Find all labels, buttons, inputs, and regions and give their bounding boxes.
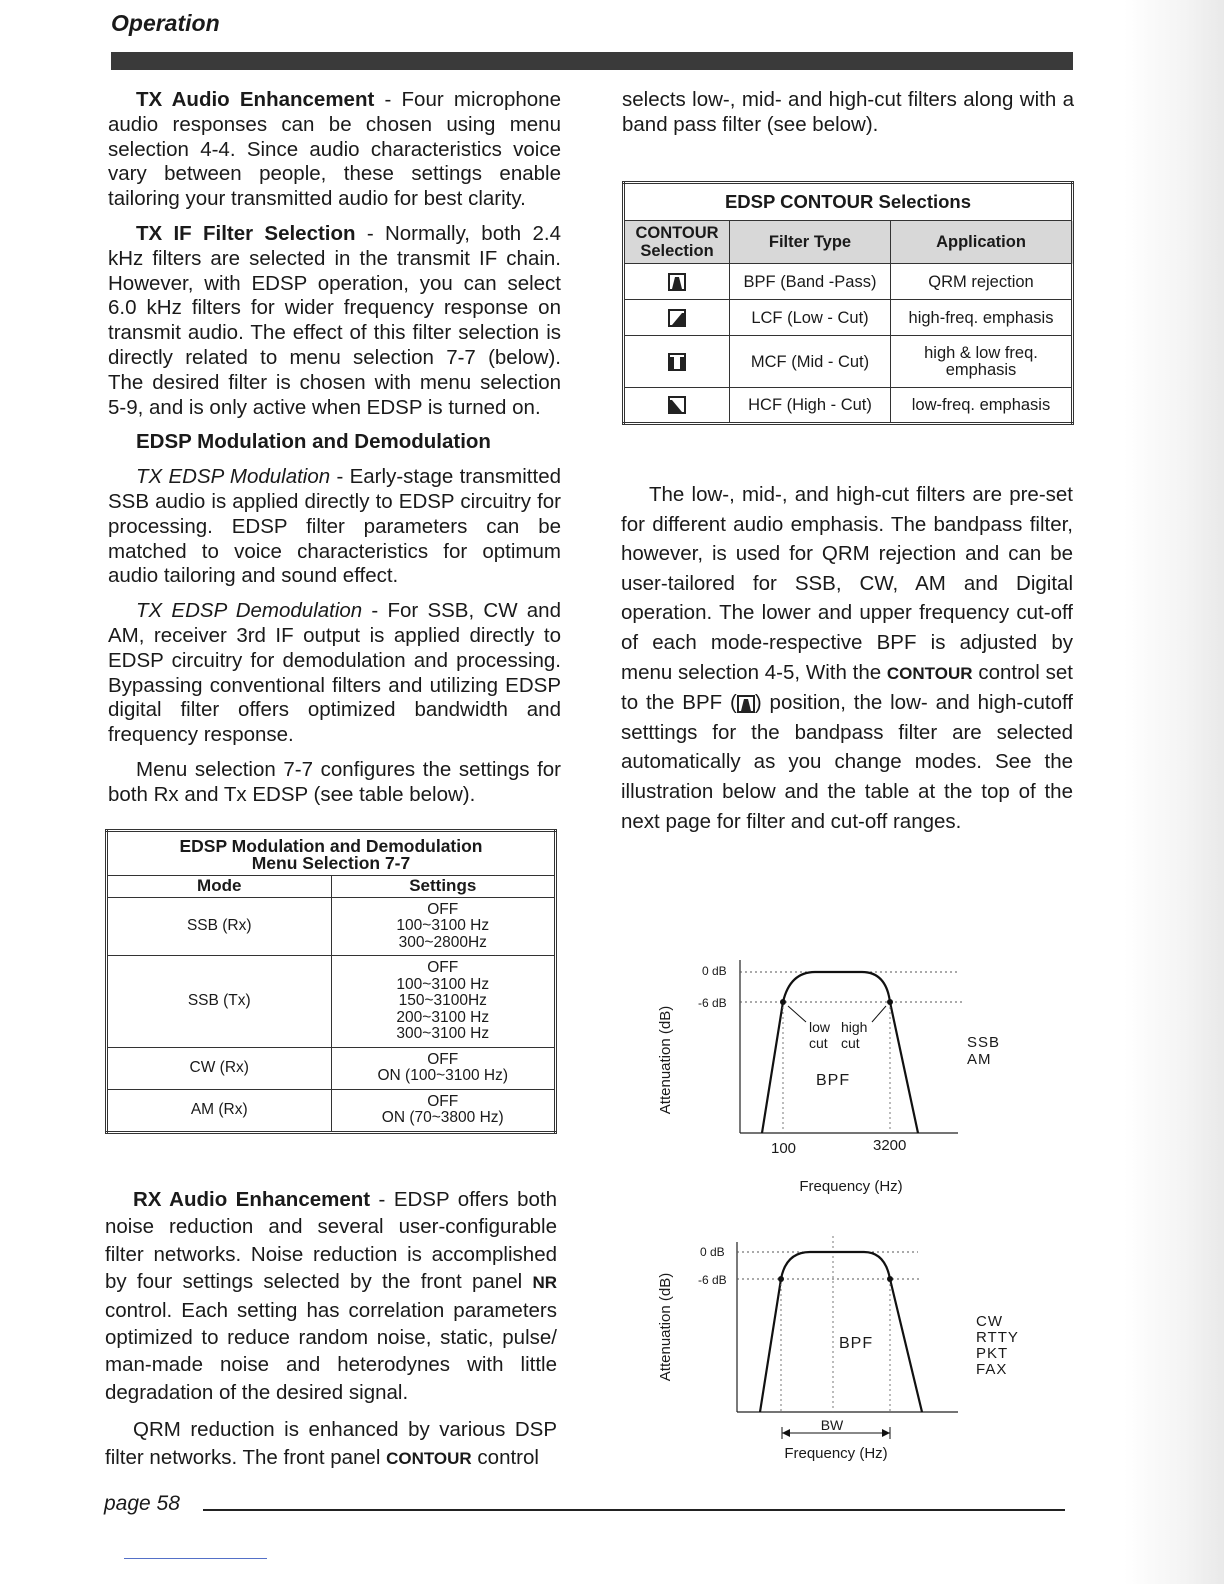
menu-paragraph: Menu selection 7-7 configures the settings for both Rx and Tx EDSP (see table below). [108,757,561,806]
tx-demod-paragraph: TX EDSP Demodulation - For SSB, CW and AM, receiver 3rd IF output is applied directly to EDSP circuitry for demodulation and processing. Bypassing conventional filters and utilizing EDSP digital filter offers optimized bandwidth and frequency response. [108,599,561,747]
svg-text:FAX: FAX [976,1361,1008,1378]
svg-text:cut: cut [841,1035,860,1051]
svg-text:100: 100 [771,1140,797,1157]
table-row: BPF (Band -Pass) QRM rejection [624,264,1073,300]
svg-text:PKT: PKT [976,1345,1009,1362]
col-contour: CONTOUR Selection [624,221,730,264]
svg-text:0 dB: 0 dB [700,1245,725,1259]
col-mode: Mode [107,876,332,898]
bw-label: BW [820,1417,844,1433]
cw-rtty-filter-diagram [640,1232,1060,1472]
svg-text:3200: 3200 [873,1137,907,1154]
qrm-paragraph: QRM reduction is enhanced by various DSP filter networks. The front panel CONTOUR control [105,1418,557,1469]
svg-text:high: high [841,1019,868,1035]
svg-text:AM: AM [967,1051,992,1068]
table-row: HCF (High - Cut) low-freq. emphasis [624,388,1073,424]
section-title: Operation [111,10,220,36]
col-settings: Settings [331,876,556,898]
odb-label: 0 dB [702,964,727,978]
svg-text:CW: CW [976,1313,1003,1330]
edsp-heading: EDSP Modulation and Demodulation [136,430,491,454]
bpf-label: BPF [816,1072,851,1089]
edsp-modulation-table [105,829,557,1134]
left-column [108,88,561,818]
col-app: Application [891,221,1073,264]
mcf-icon [668,353,686,371]
y-axis-label: Attenuation (dB) [657,1005,674,1115]
tx-mod-paragraph: TX EDSP Modulation - Early-stage transmitted SSB audio is applied directly to EDSP circuitry for processing. EDSP filter parameters can be matched to voice characteristics for optimum audio tailoring and sound effect. [108,465,561,588]
left-column-lower [105,1186,557,1482]
section-title-bar [111,52,1073,70]
contour-selections-table [622,181,1074,425]
svg-text:SSB: SSB [967,1034,1001,1051]
table-row: SSB (Rx) OFF 100~3100 Hz 300~2800Hz [107,897,556,956]
rx-audio-paragraph: RX Audio Enhancement - EDSP offers both noise reduction and several user-configurable filter networks. Noise reduction is accomplished by four settings selected by the front panel NR control. Each setting has correlation parameters optimized to reduce random noise, static, pulse/ man-made noise and heterodynes with little degradation of the desired signal. [105,1188,557,1404]
tx-mod-title: TX EDSP Modulation [136,465,331,489]
bpf-icon [737,695,755,713]
svg-text:RTTY: RTTY [976,1329,1019,1346]
table-row: AM (Rx) OFF ON (70~3800 Hz) [107,1089,556,1132]
corner-rule [124,1558,267,1559]
bpf-icon [668,273,686,291]
m6db-label: -6 dB [698,996,727,1010]
edsp-table-title: EDSP Modulation and Demodulation Menu Selection 7-7 [107,831,556,876]
hcf-icon [668,396,686,414]
svg-text:low: low [809,1019,831,1035]
tx-audio-title: TX Audio Enhancement [136,88,375,111]
svg-text:-6 dB: -6 dB [698,1273,727,1287]
y-axis-label: Attenuation (dB) [657,1272,674,1382]
contour-table-title: EDSP CONTOUR Selections [624,183,1073,221]
table-row: CW (Rx) OFF ON (100~3100 Hz) [107,1047,556,1089]
x-axis-label: Frequency (Hz) [784,1445,888,1462]
table-row: LCF (Low - Cut) high-freq. emphasis [624,300,1073,336]
tx-if-title: TX IF Filter Selection [136,221,356,245]
footer-rule [203,1509,1065,1511]
ssb-am-filter-diagram [640,950,1060,1200]
rx-audio-title: RX Audio Enhancement [133,1188,371,1211]
right-column-body: The low-, mid-, and high-cut filters are pre-set for different audio emphasis. The bandpass filter, however, is used for QRM rejection and can be user-tailored for SSB, CW, AM and Digital operation. The lower and upper frequency cut-off of each mode-respective BPF is adjusted by menu selection 4-5, With the CONTOUR control set to the BPF ( ) position, the low- and high-cutoff setttings for the bandpass filter are selected automatically as you change modes. See the illustration below and the table at the top of the next page for filter and cut-off ranges. [621,483,1073,833]
tx-demod-title: TX EDSP Demodulation [136,599,363,623]
right-column-intro: selects low-, mid- and high-cut filters along with a band pass filter (see below). [622,88,1074,136]
page-number: page 58 [104,1492,180,1515]
table-row: SSB (Tx) OFF 100~3100 Hz 150~3100Hz 200~3100 Hz 300~3100 Hz [107,956,556,1048]
lcf-icon [668,309,686,327]
svg-text:BPF: BPF [839,1335,874,1352]
col-filter: Filter Type [730,221,891,264]
table-row: MCF (Mid - Cut) high & low freq. emphasis [624,336,1073,388]
page-edge-shadow [1124,0,1224,1584]
tx-audio-paragraph: TX Audio Enhancement - Four microphone audio responses can be chosen using menu selection 4-4. Since audio characteristics voice vary between people, these settings enable tailoring your transmitted audio for best clarity. [108,88,561,211]
x-axis-label: Frequency (Hz) [799,1178,903,1195]
tx-if-paragraph: TX IF Filter Selection - Normally, both 2.4 kHz filters are selected in the transmit IF chain. However, with EDSP operation, you can select 6.0 kHz filters for wider frequency response on transmit audio. The effect of this filter selection is directly related to menu selection 7-7 (below). The desired filter is chosen with menu selection 5-9, and is only active when EDSP is turned on. [108,221,561,419]
svg-text:cut: cut [809,1035,828,1051]
